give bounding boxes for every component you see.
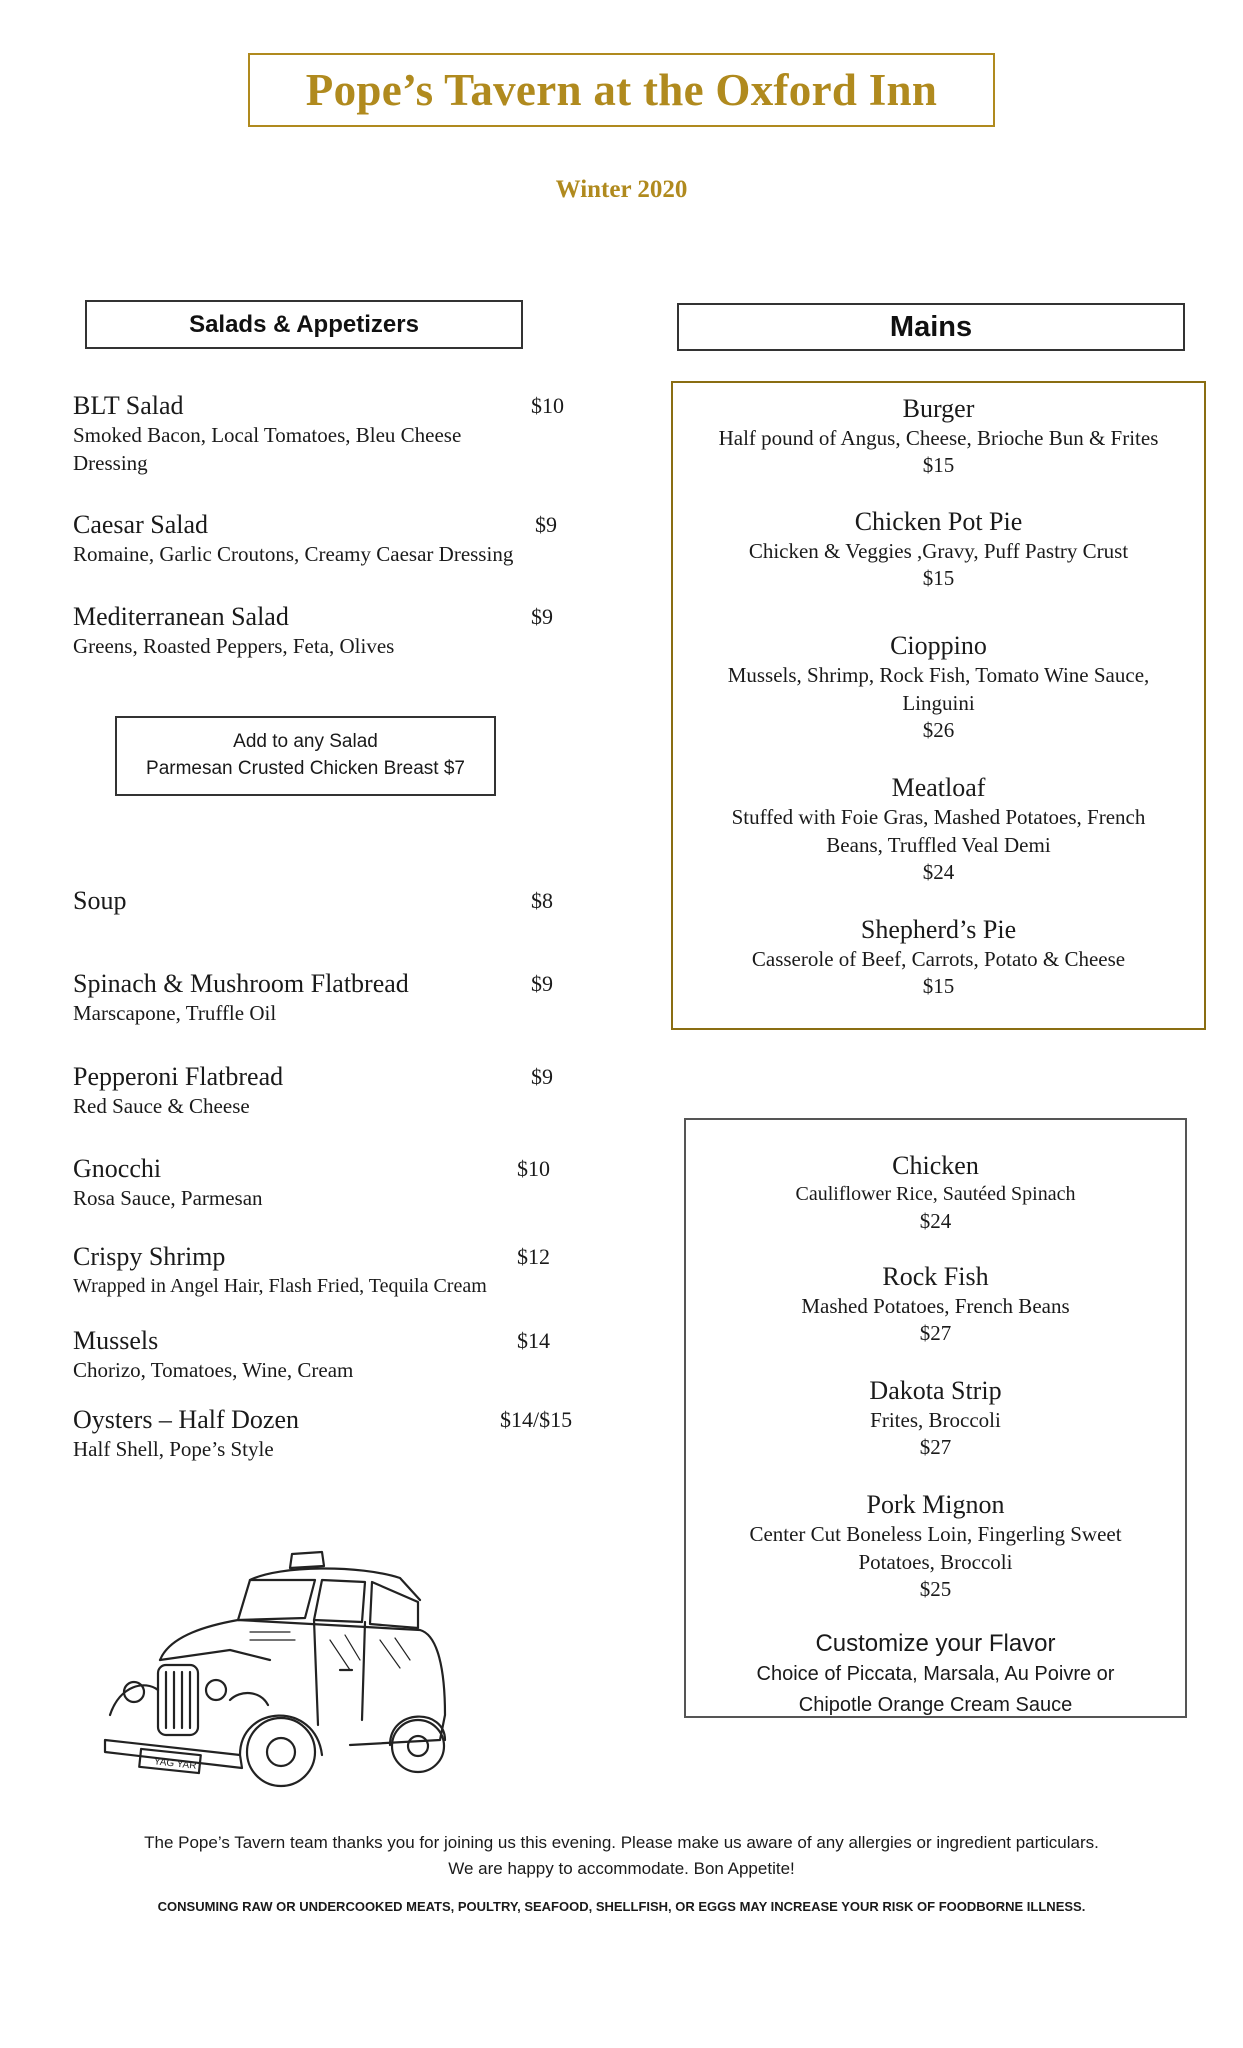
menu-item-mussels — [73, 1326, 593, 1384]
main-name: Chicken — [892, 1151, 979, 1180]
menu-item-blt-salad — [73, 391, 593, 477]
main-description: Casserole of Beef, Carrots, Potato & Cheese — [751, 947, 1126, 971]
item-description: Greens, Roasted Peppers, Feta, Olives — [73, 634, 395, 658]
footer-line-1: The Pope’s Tavern team thanks you for joining us this evening. Please make us aware of any allergies or ingredient particulars. — [144, 1833, 1099, 1852]
main-description: Mashed Potatoes, French Beans — [801, 1294, 1070, 1318]
footer-thanks — [0, 1830, 1243, 1882]
mains-box-2 — [684, 1118, 1187, 1718]
main-name: Shepherd’s Pie — [860, 915, 1017, 944]
item-description: Half Shell, Pope’s Style — [73, 1437, 274, 1461]
menu-item-caesar-salad — [73, 510, 593, 568]
main-price: $27 — [919, 1435, 952, 1459]
main-description: Frites, Broccoli — [870, 1408, 1001, 1432]
main-item-chicken — [686, 1151, 1185, 1235]
item-price: $10 — [517, 1156, 550, 1181]
main-name: Cioppino — [890, 631, 987, 660]
menu-item-oysters — [73, 1405, 593, 1463]
customize-flavor — [686, 1629, 1185, 1721]
main-item-cioppino — [673, 631, 1204, 744]
main-price: $24 — [919, 1209, 952, 1233]
item-name: Oysters – Half Dozen — [73, 1405, 299, 1434]
main-price: $15 — [922, 974, 955, 998]
main-description: Half pound of Angus, Cheese, Brioche Bun & Frites — [718, 426, 1159, 450]
main-item-burger — [673, 394, 1204, 479]
main-item-pork-mignon — [686, 1490, 1185, 1603]
item-price: $9 — [531, 1064, 553, 1089]
main-description: Stuffed with Foie Gras, Mashed Potatoes, French Beans, Truffled Veal Demi — [731, 805, 1146, 857]
item-description: Marscapone, Truffle Oil — [73, 1001, 277, 1025]
item-price: $12 — [517, 1244, 550, 1269]
main-price: $24 — [922, 860, 955, 884]
salads-heading: Salads & Appetizers — [85, 300, 523, 349]
main-name: Rock Fish — [882, 1262, 989, 1291]
main-item-meatloaf — [673, 773, 1204, 886]
main-description: Chicken & Veggies ,Gravy, Puff Pastry Crust — [748, 539, 1129, 563]
item-price: $10 — [531, 393, 564, 418]
main-description: Cauliflower Rice, Sautéed Spinach — [795, 1183, 1076, 1205]
main-price: $15 — [922, 453, 955, 477]
item-price: $14/$15 — [500, 1407, 573, 1432]
taxi-plate-text: YAG YAR — [153, 1756, 197, 1772]
customize-description: Choice of Piccata, Marsala, Au Poivre or Chipotle Orange Cream Sauce — [756, 1663, 1115, 1716]
item-description: Smoked Bacon, Local Tomatoes, Bleu Cheese Dressing — [73, 423, 462, 475]
menu-item-mediterranean-salad — [73, 602, 593, 660]
menu-item-pepperoni-flatbread — [73, 1062, 593, 1120]
foodborne-warning: CONSUMING RAW OR UNDERCOOKED MEATS, POULTRY, SEAFOOD, SHELLFISH, OR EGGS MAY INCREASE YOUR RISK OF FOODBORNE ILLNESS. — [157, 1899, 1086, 1914]
footer-line-2: We are happy to accommodate. Bon Appetite! — [448, 1859, 795, 1878]
main-name: Dakota Strip — [869, 1376, 1002, 1405]
menu-item-spinach-flatbread — [73, 969, 593, 1027]
item-name: Gnocchi — [73, 1154, 162, 1183]
item-price: $9 — [531, 971, 553, 996]
item-description: Romaine, Garlic Croutons, Creamy Caesar Dressing — [73, 542, 514, 566]
main-name: Burger — [902, 394, 975, 423]
addon-line-1: Add to any Salad — [233, 731, 378, 752]
main-name: Pork Mignon — [866, 1490, 1005, 1519]
main-price: $25 — [919, 1577, 952, 1601]
item-price: $9 — [531, 604, 553, 629]
main-price: $15 — [922, 566, 955, 590]
main-description: Mussels, Shrimp, Rock Fish, Tomato Wine Sauce, Linguini — [727, 663, 1150, 715]
item-description: Chorizo, Tomatoes, Wine, Cream — [73, 1358, 354, 1382]
item-name: Soup — [73, 886, 127, 915]
main-name: Meatloaf — [891, 773, 986, 802]
item-description: Rosa Sauce, Parmesan — [73, 1186, 263, 1210]
menu-item-crispy-shrimp — [73, 1242, 593, 1300]
main-name: Chicken Pot Pie — [854, 507, 1023, 536]
taxi-cab-icon — [100, 1540, 460, 1800]
season-label: Winter 2020 — [555, 176, 688, 203]
title-box — [248, 53, 995, 127]
item-name: BLT Salad — [73, 391, 184, 420]
salad-addon-box — [115, 716, 496, 796]
page-title: Pope’s Tavern at the Oxford Inn — [305, 65, 938, 115]
item-price: $9 — [535, 512, 557, 537]
item-description: Red Sauce & Cheese — [73, 1094, 250, 1118]
main-description: Center Cut Boneless Loin, Fingerling Sweet Potatoes, Broccoli — [749, 1522, 1122, 1574]
item-name: Crispy Shrimp — [73, 1242, 226, 1271]
main-price: $27 — [919, 1321, 952, 1345]
item-name: Mediterranean Salad — [73, 602, 289, 631]
item-name: Pepperoni Flatbread — [73, 1062, 284, 1091]
item-name: Spinach & Mushroom Flatbread — [73, 969, 409, 998]
item-price: $8 — [531, 888, 553, 913]
item-name: Caesar Salad — [73, 510, 209, 539]
main-item-shepherds-pie — [673, 915, 1204, 1000]
main-price: $26 — [922, 718, 955, 742]
customize-title: Customize your Flavor — [815, 1630, 1056, 1657]
main-item-chicken-pot-pie — [673, 507, 1204, 592]
item-price: $14 — [517, 1328, 550, 1353]
item-name: Mussels — [73, 1326, 159, 1355]
mains-box-1 — [671, 381, 1206, 1030]
menu-item-gnocchi — [73, 1154, 593, 1212]
item-description: Wrapped in Angel Hair, Flash Fried, Tequila Cream — [73, 1275, 487, 1297]
main-item-dakota-strip — [686, 1376, 1185, 1461]
mains-heading: Mains — [677, 303, 1185, 351]
addon-line-2: Parmesan Crusted Chicken Breast $7 — [146, 758, 465, 779]
main-item-rock-fish — [686, 1262, 1185, 1347]
menu-item-soup — [73, 886, 593, 918]
